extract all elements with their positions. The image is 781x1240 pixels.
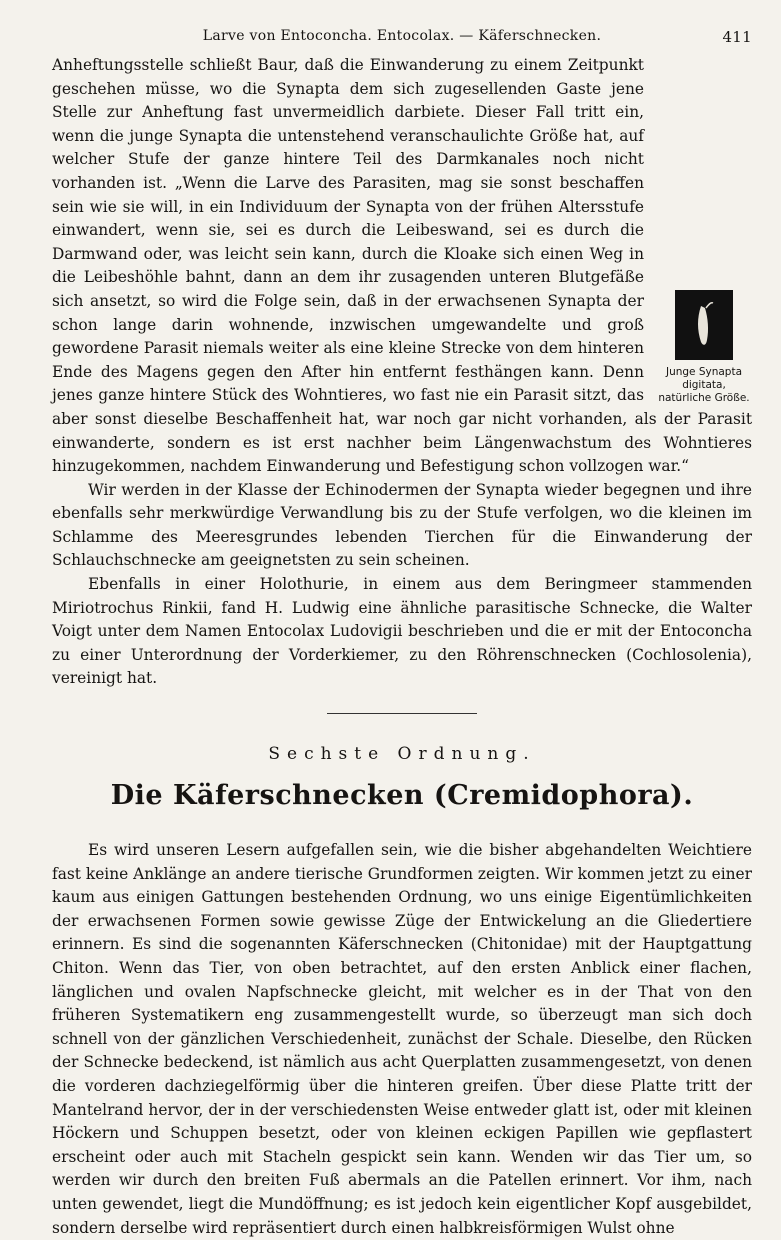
paragraph-3: Ebenfalls in einer Holothurie, in einem aus dem Beringmeer stammenden Miriotrochus Rinkii, fand H. Ludwig eine ähnliche parasitische Schnecke, die Walter Voigt unter dem Namen Entocolax Ludovigii beschrieben und die er mit der Entoconcha zu einer Unterordnung der Vorderkiemer, zu den Röhrenschnecken (Cochlosolenia), vereinigt hat.: [52, 575, 752, 688]
synapta-tentacle: [706, 303, 713, 308]
synapta-illustration: [675, 290, 733, 360]
section-body-text: [52, 839, 752, 1240]
section-paragraph: Es wird unseren Lesern aufgefallen sein, wie die bisher abgehandelten Weichtiere fast keine Anklänge an andere tierische Grundformen zeigten. Wir kommen jetzt zu einer kaum aus einigen Gattungen bestehenden Ordnung, wo uns einige Eigentümlichkeiten der erwachsenen Formen sowie gewisse Züge der Entwickelung an die Gliedertiere erinnern. Es sind die sogenannten Käferschnecken (Chitonidae) mit der Hauptgattung Chiton. Wenn das Tier, von oben betrachtet, auf den ersten Anblick einer flachen, länglichen und ovalen Napfschnecke gleicht, mit welcher es in der That von den früheren Systematikern eng zusammengestellt wurde, so überzeugt man sich doch schnell von der gänzlichen Verschiedenheit, zunächst der Schale. Dieselbe, den Rücken der Schnecke bedeckend, ist nämlich aus acht Querplatten zusammengesetzt, von denen die vorderen dachziegelförmig über die hinteren greifen. Über diese Platte tritt der Mantelrand hervor, der in der verschiedensten Weise entweder glatt ist, oder mit kleinen Höckern und Schuppen besetzt, oder von kleinen eckigen Papillen wie gepflastert erscheint oder auch mit Stacheln gespickt sein kann. Wenden wir das Tier um, so werden wir durch den breiten Fuß abermals an die Patellen erinnert. Vor ihm, nach unten gewendet, liegt die Mundöffnung; es ist jedoch kein eigentlicher Kopf ausgebildet, sondern derselbe wird repräsentiert durch einen halbkreisförmigen Wulst ohne: [52, 841, 752, 1237]
paragraph-1: [52, 54, 752, 479]
paragraph-1-text: Anheftungsstelle schließt Baur, daß die Einwanderung zu einem Zeitpunkt geschehen müsse, wo die Synapta dem sich zugesellenden Gaste jene Stelle zur Anheftung fast unvermeidlich darbiete. Dieser Fall tritt ein, wenn die junge Synapta die untenstehend veranschaulichte Größe hat, auf welcher Stufe der ganze hintere Teil des Darmkanales noch nicht vorhanden ist. „Wenn die Larve des Parasiten, mag sie sonst beschaffen sein wie sie will, in ein Individuum der Synapta von der frühen Altersstufe einwandert, wenn sie, sei es durch die Leibeswand, sei es durch die Darmwand oder, was leicht sein kann, durch die Kloake sich einen Weg in die Leibeshöhle bahnt, dann an dem ihr zusagenden unteren Blutgefäße sich ansetzt, so wird die Folge sein, daß in der erwachsenen Synapta der schon lange darin wohnende, inzwischen umgewandelte und groß gewordene Parasit niemals weiter als eine kleine Strecke von dem hinteren Ende des Magens gegen den After hin entfernt festhängen kann. Denn jenes ganze hintere Stück des Wohntieres, wo fast nie ein Parasit sitzt, das aber sonst dieselbe Beschaffenheit hat, war noch gar nicht vorhanden, als der Parasit einwanderte, sondern es ist erst nachher beim Längenwachstum des Wohntieres hinzugekommen, nachdem Einwanderung und Befestigung schon vollzogen war.“: [52, 56, 752, 476]
paragraph-2: Wir werden in der Klasse der Echinodermen der Synapta wieder begegnen und ihre ebenfalls sehr merkwürdige Verwandlung bis zu der Stufe verfolgen, wo die kleinen im Schlamme des Meeresgrundes lebenden Tierchen für die Einwanderung der Schlauchschnecke am geeignetsten zu sein scheinen.: [52, 480, 752, 570]
section-title: Die Käferschnecken (Cremidophora).: [110, 780, 694, 812]
section-divider: [327, 713, 477, 714]
order-title: Sechste Ordnung.: [268, 744, 536, 765]
book-page: [52, 28, 752, 1240]
running-head-title: Larve von Entoconcha. Entocolax. — Käferschnecken.: [202, 28, 602, 44]
figure: [656, 290, 752, 405]
running-head: [52, 28, 752, 54]
figure-caption: Junge Synapta digitata, natürliche Größe.: [658, 366, 750, 404]
synapta-figure-image: [675, 290, 733, 360]
synapta-body-shape: [698, 306, 708, 345]
body-text: [52, 54, 752, 691]
page-number: 411: [722, 28, 752, 46]
